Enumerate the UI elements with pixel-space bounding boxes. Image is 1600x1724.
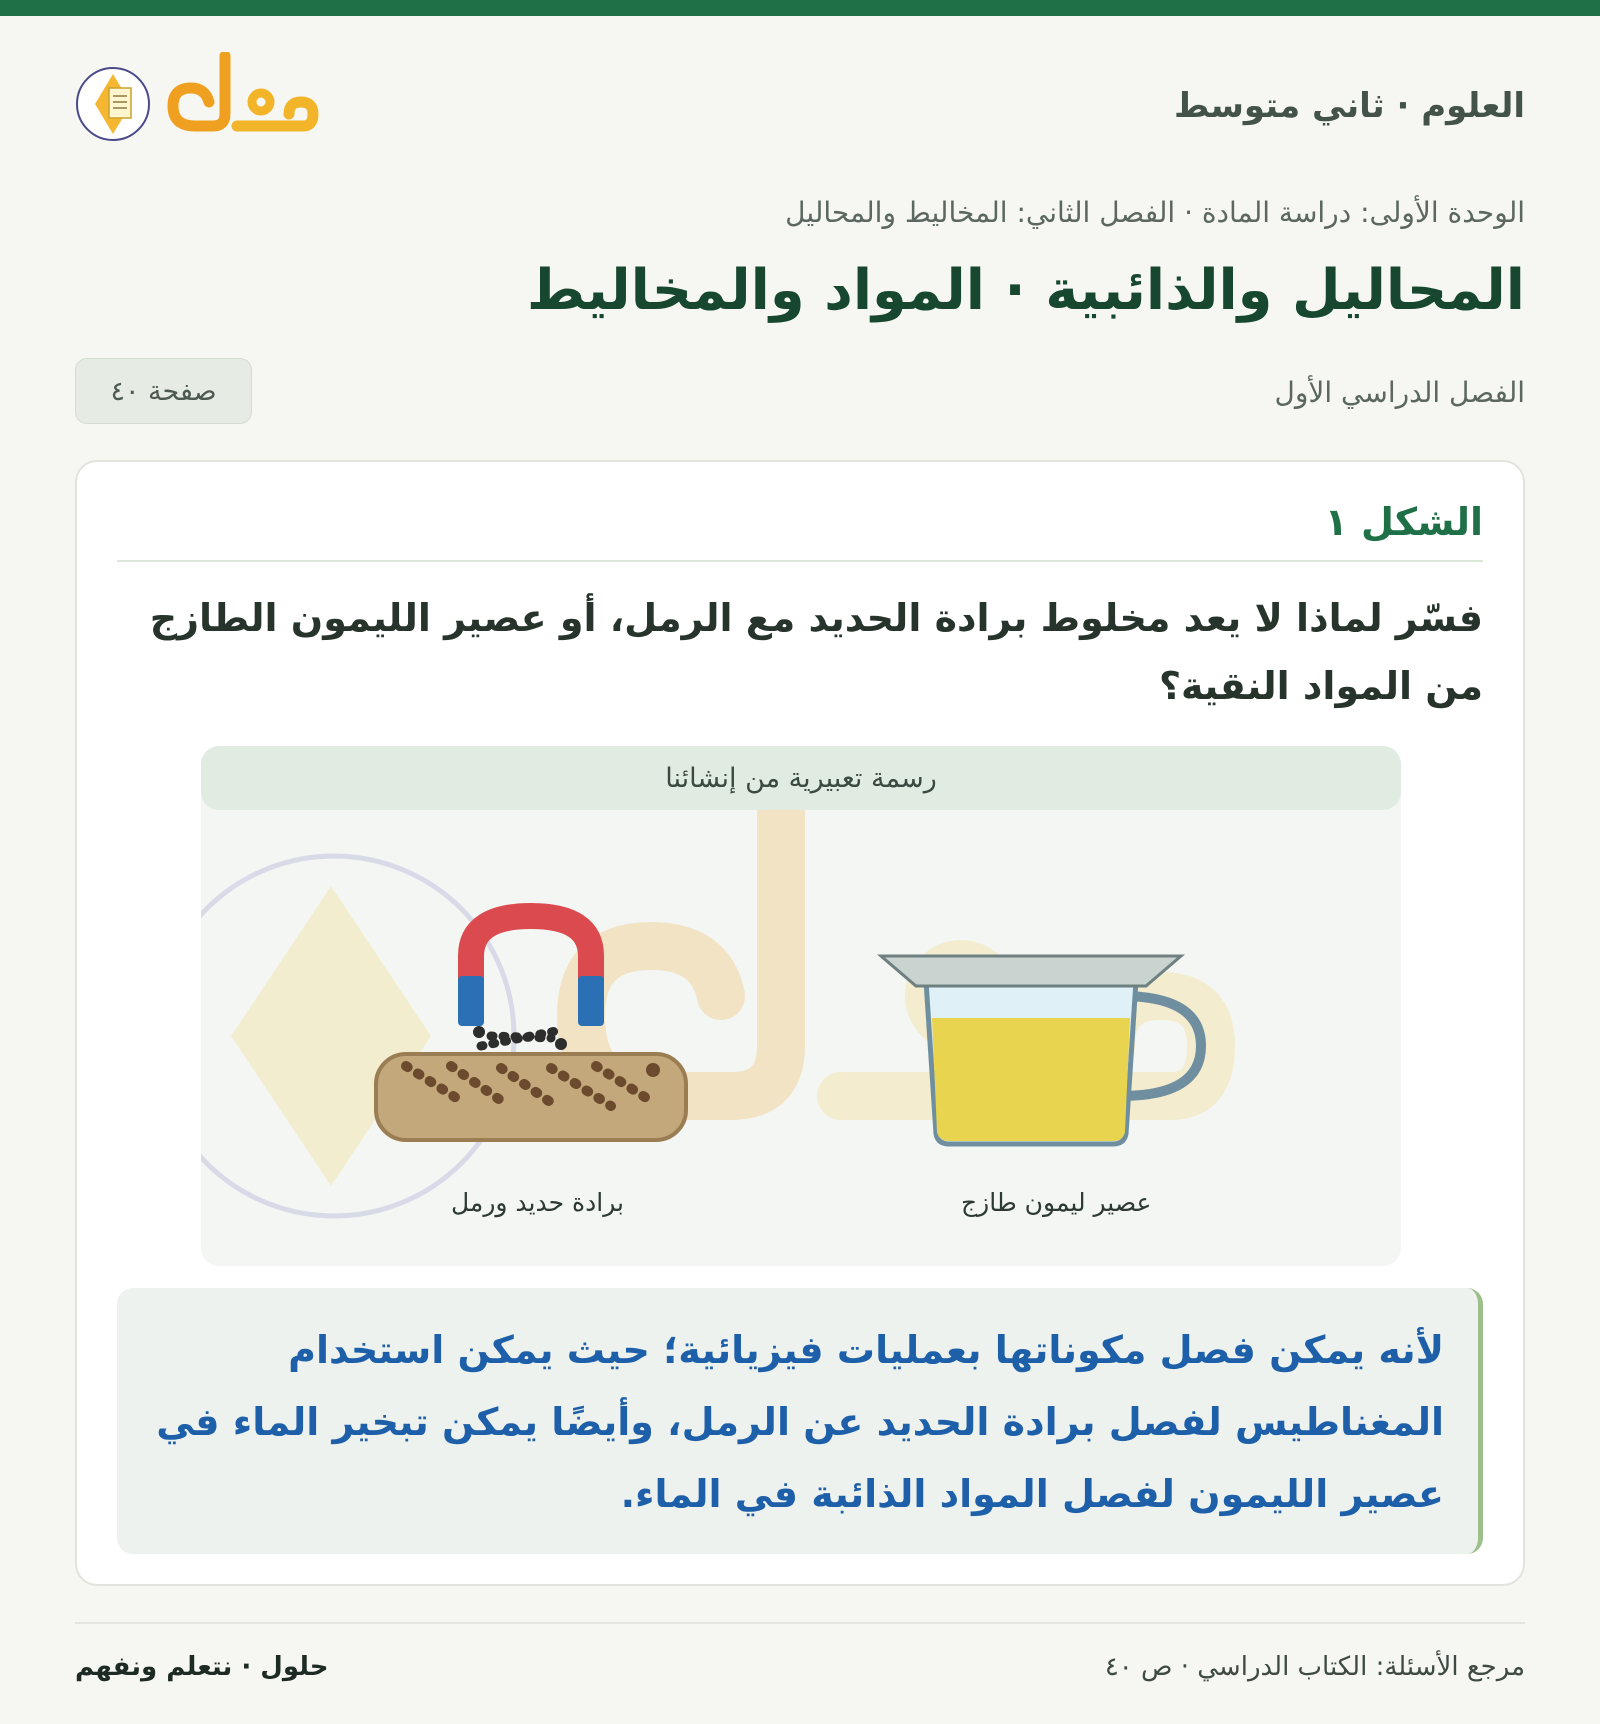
subject-title: العلوم · ثاني متوسط	[1174, 86, 1525, 126]
footer-reference: مرجع الأسئلة: الكتاب الدراسي · ص ٤٠	[1104, 1652, 1525, 1682]
page-header	[75, 52, 1525, 162]
footer-brand[interactable]: حلول · نتعلم ونفهم	[75, 1652, 329, 1682]
illustration	[201, 746, 1401, 1266]
question-card	[75, 460, 1525, 1586]
divider	[117, 560, 1483, 562]
juice-label: عصير ليمون طازج	[961, 1188, 1152, 1217]
iron-sand-label: برادة حديد ورمل	[451, 1188, 624, 1217]
breadcrumb: الوحدة الأولى: دراسة المادة · الفصل الثاني: المخاليط والمحاليل	[785, 196, 1525, 229]
question-text: فسّر لماذا لا يعد مخلوط برادة الحديد مع الرمل، أو عصير الليمون الطازج من المواد النقية؟	[149, 596, 1483, 708]
top-accent-bar	[0, 0, 1600, 16]
footer-divider	[75, 1622, 1525, 1624]
logo-book-icon	[75, 52, 335, 162]
page-number-badge: صفحة ٤٠	[75, 358, 252, 424]
figure-title: الشكل ١	[1324, 500, 1483, 544]
figure-caption: رسمة تعبيرية من إنشائنا	[201, 746, 1401, 810]
page-title: المحاليل والذائبية · المواد والمخاليط	[526, 258, 1525, 323]
semester-label: الفصل الدراسي الأول	[1274, 376, 1525, 409]
illustration-art	[201, 746, 1401, 1266]
sand-iron-mixture	[376, 1054, 686, 1140]
site-logo[interactable]	[75, 52, 335, 162]
answer-box: لأنه يمكن فصل مكوناتها بعمليات فيزيائية؛ حيث يمكن استخدام المغناطيس لفصل برادة الحديد عن الرمل، وأيضًا يمكن تبخير الماء في عصير الليمون لفصل المواد الذائبة في الماء.	[117, 1288, 1483, 1554]
